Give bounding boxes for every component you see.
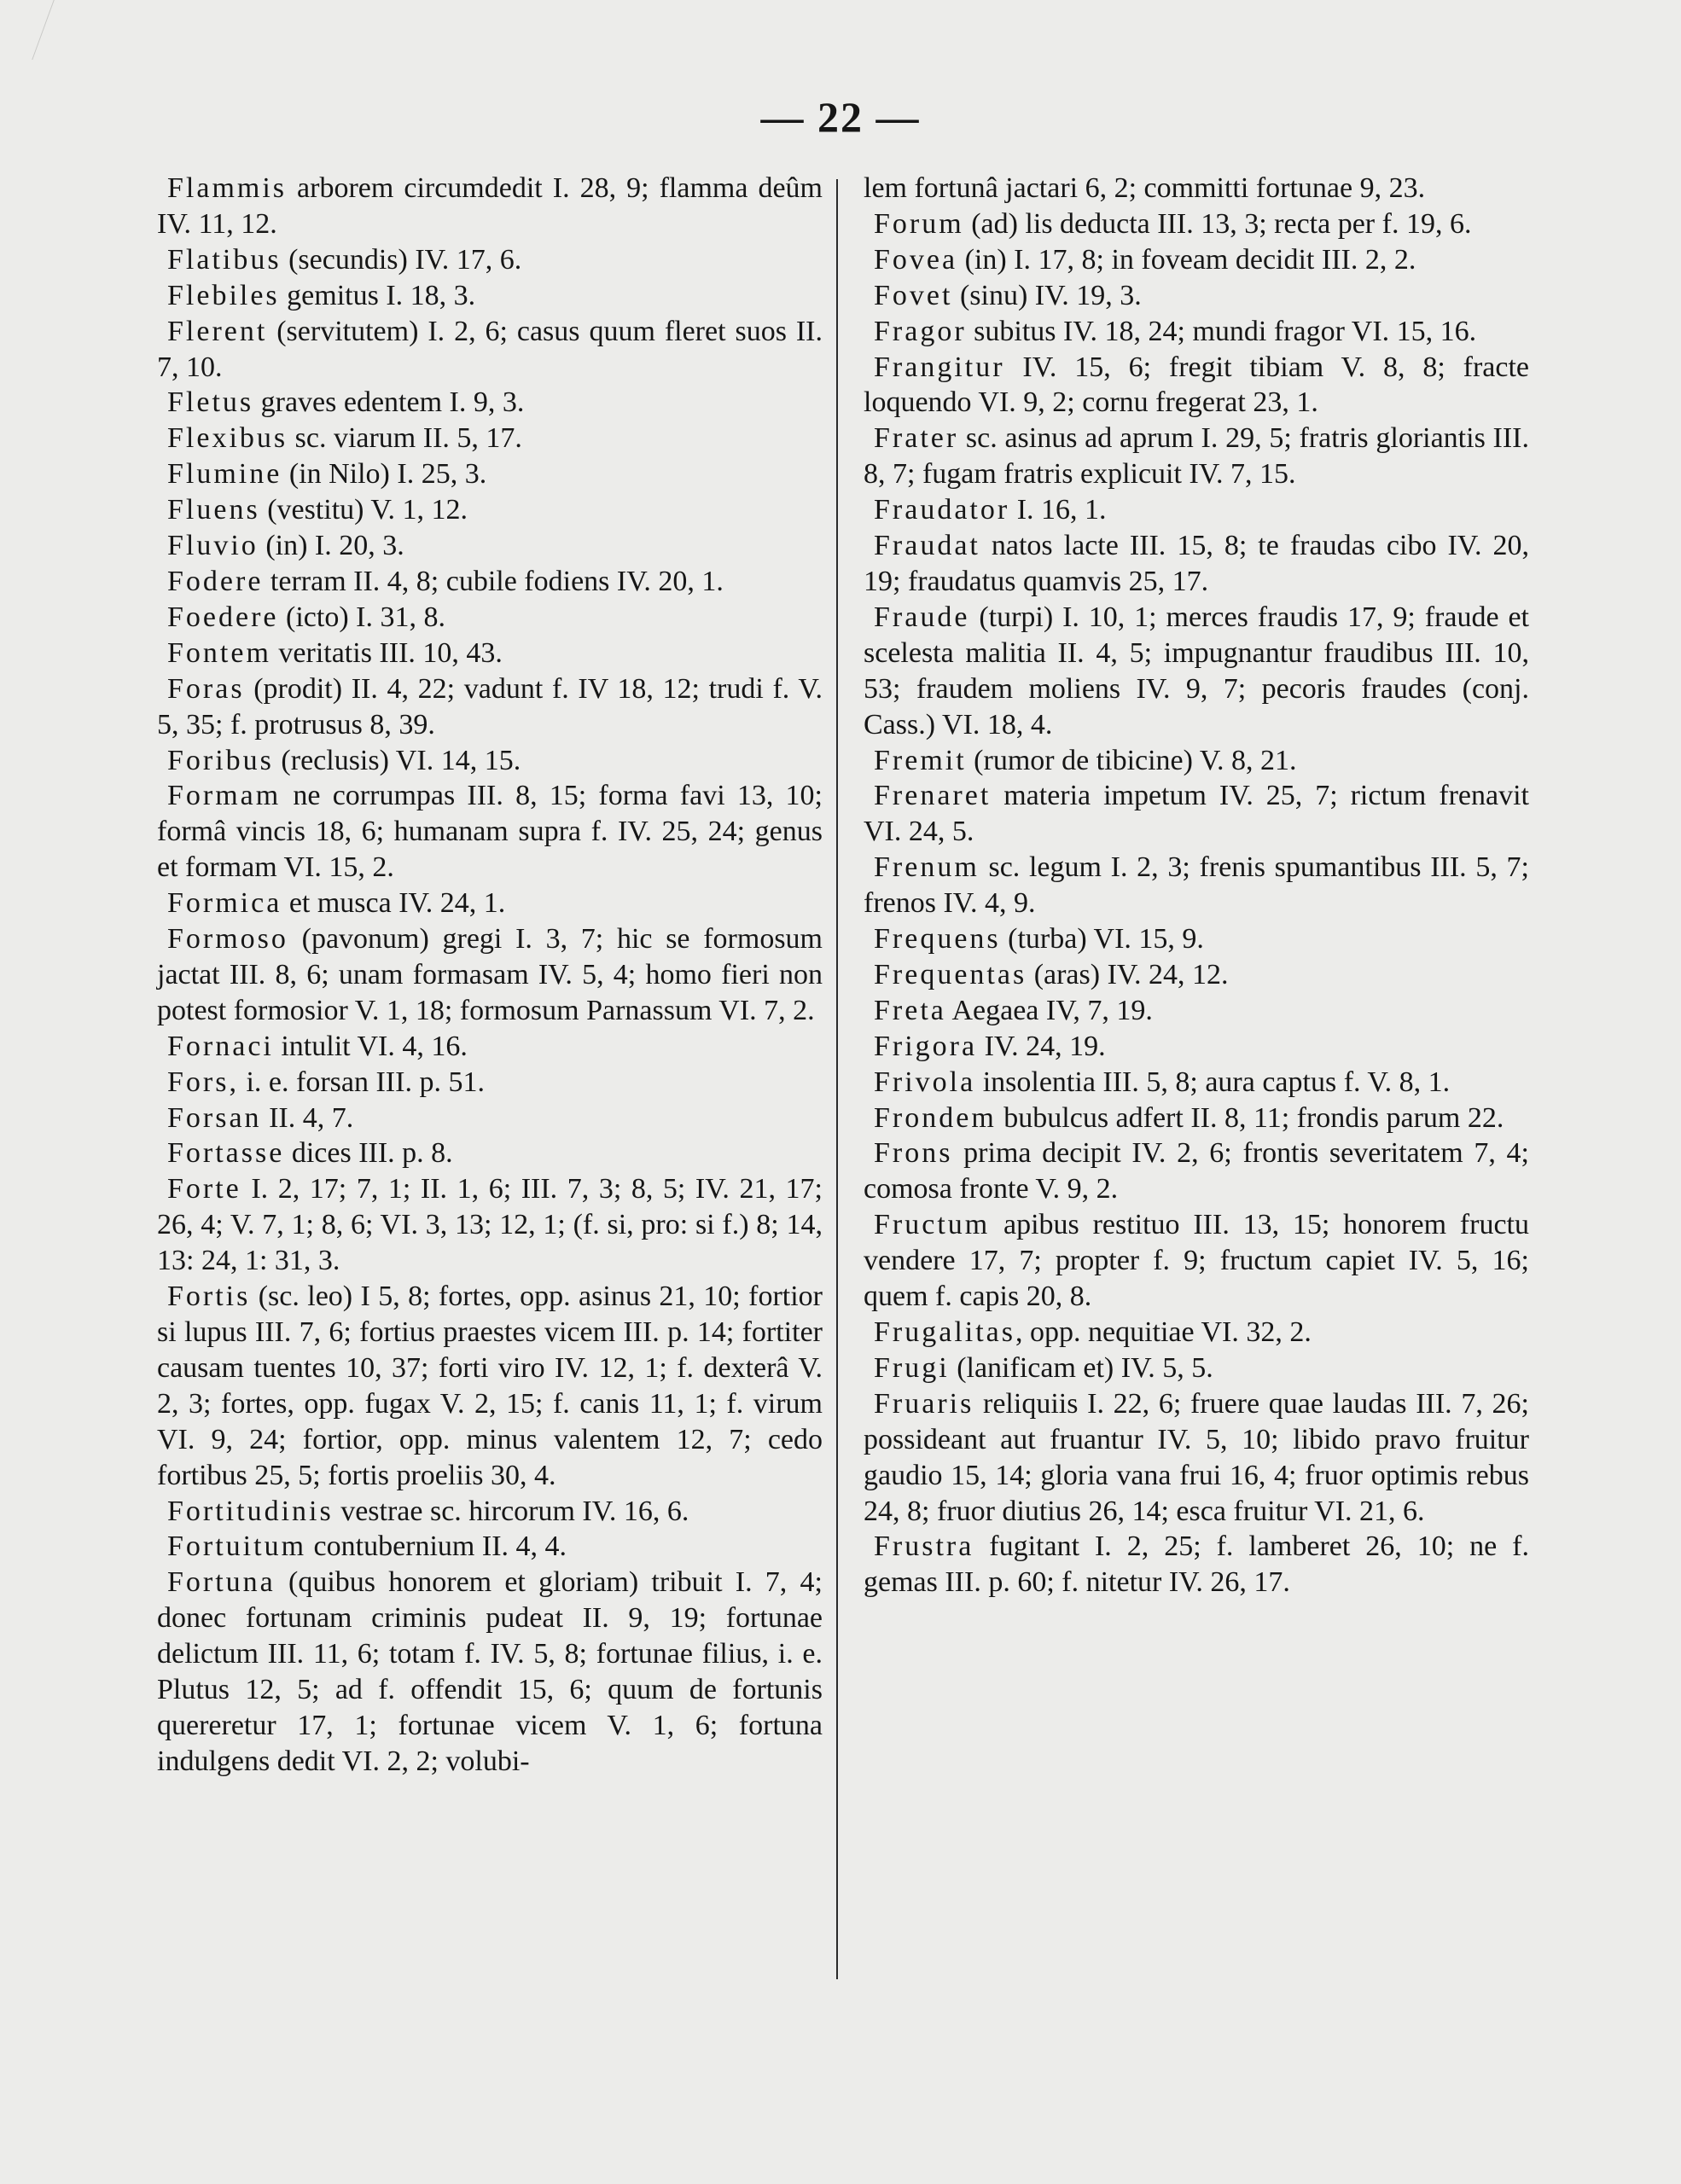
index-entry — [157, 671, 823, 743]
continued-entry: lem fortunâ jactari 6, 2; committi fortunae 9, 23. — [864, 172, 1426, 204]
left-column — [157, 171, 823, 1780]
entry-headword: Fluvio — [167, 530, 259, 562]
index-entry — [157, 492, 823, 528]
entry-headword: Fortuna — [167, 1566, 276, 1599]
index-entry — [864, 421, 1529, 492]
index-entry — [157, 921, 823, 1029]
entry-headword: Forum — [874, 207, 964, 240]
entry-headword: Foedere — [167, 601, 279, 633]
entry-headword: Flexibus — [167, 422, 288, 455]
entry-headword: Fortitudinis — [167, 1495, 334, 1527]
entry-headword: Flammis — [167, 172, 288, 204]
entry-text: (in Nilo) I. 25, 3. — [282, 458, 487, 491]
index-entry — [864, 743, 1529, 779]
entry-text: (lanificam et) IV. 5, 5. — [949, 1351, 1213, 1384]
entry-headword: Flebiles — [167, 279, 280, 311]
index-entry — [864, 1529, 1529, 1600]
entry-text: Aegaea IV, 7, 19. — [945, 994, 1153, 1026]
entry-text: fugitant I. 2, 25; f. lamberet 26, 10; ne f. gemas III. p. 60; f. nitetur IV. 26, 17. — [864, 1531, 1529, 1599]
entry-headword: Frenum — [874, 851, 980, 884]
entry-text: sc. viarum II. 5, 17. — [288, 422, 522, 455]
entry-headword: Fortis — [167, 1281, 251, 1313]
entry-text: prima decipit IV. 2, 6; frontis severitatem 7, 4; comosa fronte V. 9, 2. — [864, 1137, 1529, 1205]
entry-headword: Flumine — [167, 458, 282, 491]
index-entry — [864, 1136, 1529, 1207]
index-entry — [864, 1315, 1529, 1350]
index-entry — [157, 1529, 823, 1565]
entry-text: (icto) I. 31, 8. — [278, 601, 445, 633]
index-entry — [864, 1101, 1529, 1136]
index-entry — [157, 314, 823, 386]
entry-headword: Frequens — [874, 923, 1001, 956]
index-entry — [157, 564, 823, 600]
index-entry — [157, 1136, 823, 1171]
index-entry — [864, 278, 1529, 314]
entry-text: vestrae sc. hircorum IV. 16, 6. — [333, 1495, 689, 1527]
entry-headword: Fovea — [874, 243, 958, 276]
index-entry — [864, 778, 1529, 850]
entry-text: (pavonum) gregi I. 3, 7; hic se formosum jactat III. 8, 6; unam formasam IV. 5, 4; homo fieri non potest formosior V. 1, 18; formosum Parnassum VI. 7, 2. — [157, 923, 823, 1026]
index-entry — [157, 171, 823, 242]
index-entry — [864, 492, 1529, 528]
index-entry — [157, 886, 823, 921]
index-entry — [864, 850, 1529, 921]
entry-text: ne corrumpas III. 8, 15; forma favi 13, 10; formâ vincis 18, 6; humanam supra f. IV. 25, 24; genus et formam VI. 15, 2. — [157, 780, 823, 884]
index-entry — [157, 1494, 823, 1530]
entry-text: (ad) lis deducta III. 13, 3; recta per f. 19, 6. — [963, 207, 1472, 240]
entry-text: terram II. 4, 8; cubile fodiens IV. 20, 1. — [263, 565, 724, 597]
entry-text: insolentia III. 5, 8; aura captus f. V. 8, 1. — [975, 1066, 1451, 1098]
entry-headword: Flerent — [167, 315, 268, 347]
entry-headword: Formoso — [167, 923, 288, 956]
entry-headword: Fors, — [167, 1066, 239, 1098]
entry-headword: Forte — [167, 1173, 241, 1205]
entry-headword: Foras — [167, 672, 245, 705]
column-divider — [836, 179, 838, 1979]
index-entry — [157, 778, 823, 886]
index-entry — [157, 743, 823, 779]
entry-headword: Frangitur — [874, 351, 1005, 383]
entry-text: (rumor de tibicine) V. 8, 21. — [966, 744, 1297, 776]
entry-headword: Frons — [874, 1137, 953, 1170]
entry-headword: Frugi — [874, 1351, 950, 1384]
entry-headword: Fortuitum — [167, 1531, 307, 1563]
entry-text: (turba) VI. 15, 9. — [1000, 923, 1204, 956]
entry-headword: Fletus — [167, 386, 254, 419]
index-entry — [157, 528, 823, 564]
index-entry — [864, 528, 1529, 600]
index-entry — [157, 1171, 823, 1279]
index-entry — [157, 636, 823, 671]
entry-text: apibus restituo III. 13, 15; honorem fructu vendere 17, 7; propter f. 9; fructum capiet IV. 5, 16; quem f. capis 20, 8. — [864, 1209, 1529, 1313]
index-entry — [864, 993, 1529, 1029]
entry-headword: Fortasse — [167, 1137, 285, 1170]
entry-text: arborem circumdedit I. 28, 9; flamma deûm IV. 11, 12. — [157, 172, 823, 240]
entry-text: (prodit) II. 4, 22; vadunt f. IV 18, 12; trudi f. V. 5, 35; f. protrusus 8, 39. — [157, 672, 823, 741]
entry-text: (aras) IV. 24, 12. — [1027, 958, 1229, 990]
index-entry — [157, 385, 823, 421]
index-entry — [157, 600, 823, 636]
entry-text: contubernium II. 4, 4. — [306, 1531, 567, 1563]
entry-text: veritatis III. 10, 43. — [270, 636, 503, 669]
index-entry — [157, 278, 823, 314]
entry-headword: Frequentas — [874, 958, 1027, 990]
entry-text: intulit VI. 4, 16. — [273, 1030, 468, 1062]
entry-text: (servitutem) I. 2, 6; casus quum fleret suos II. 7, 10. — [157, 315, 823, 383]
entry-text: II. 4, 7. — [261, 1101, 354, 1134]
entry-headword: Flatibus — [167, 243, 282, 276]
entry-text: I. 16, 1. — [1009, 494, 1107, 526]
index-entry — [157, 1101, 823, 1136]
index-entry — [864, 1029, 1529, 1065]
entry-headword: Forsan — [167, 1101, 262, 1134]
index-entry — [864, 921, 1529, 957]
entry-text: natos lacte III. 15, 8; te fraudas cibo IV. 20, 19; fraudatus quamvis 25, 17. — [864, 530, 1529, 597]
page-number: — 22 — — [760, 93, 921, 141]
index-entry — [157, 242, 823, 278]
entry-text: graves edentem I. 9, 3. — [253, 386, 525, 419]
entry-text: sc. asinus ad aprum I. 29, 5; fratris gloriantis III. 8, 7; fugam fratris explicuit IV. 7, 15. — [864, 422, 1529, 491]
entry-headword: Fraudat — [874, 530, 980, 562]
index-entry — [864, 1207, 1529, 1315]
index-entry — [157, 1565, 823, 1779]
index-entry — [157, 421, 823, 456]
index-entry — [864, 314, 1529, 350]
entry-headword: Frivola — [874, 1066, 976, 1098]
entry-text: IV. 24, 19. — [977, 1030, 1106, 1062]
entry-text: (vestitu) V. 1, 12. — [259, 494, 468, 526]
entry-text: (in) I. 17, 8; in foveam decidit III. 2, 2. — [957, 243, 1416, 276]
entry-headword: Foribus — [167, 744, 274, 776]
index-entry — [157, 456, 823, 492]
entry-text: materia impetum IV. 25, 7; rictum frenavit VI. 24, 5. — [864, 780, 1529, 848]
index-entry — [864, 350, 1529, 421]
entry-headword: Fremit — [874, 744, 967, 776]
entry-headword: Formica — [167, 887, 282, 920]
entry-text: et musca IV. 24, 1. — [282, 887, 506, 920]
entry-headword: Fruaris — [874, 1387, 974, 1420]
entry-headword: Frenaret — [874, 780, 992, 812]
entry-headword: Freta — [874, 994, 946, 1026]
index-entry — [864, 1386, 1529, 1530]
index-entry — [864, 600, 1529, 743]
entry-text: i. e. forsan III. p. 51. — [238, 1066, 485, 1098]
entry-text: , opp. nequitiae VI. 32, 2. — [1015, 1316, 1312, 1348]
entry-text: (in) I. 20, 3. — [258, 530, 404, 562]
entry-text: bubulcus adfert II. 8, 11; frondis parum 22. — [996, 1101, 1504, 1134]
entry-headword: Fraudator — [874, 494, 1010, 526]
entry-text: subitus IV. 18, 24; mundi fragor VI. 15, 16. — [966, 315, 1477, 347]
entry-headword: Fontem — [167, 636, 271, 669]
entry-text: (sinu) IV. 19, 3. — [952, 279, 1142, 311]
entry-headword: Fragor — [874, 315, 967, 347]
entry-text: IV. 15, 6; fregit tibiam V. 8, 8; fracte loquendo VI. 9, 2; cornu fregerat 23, 1. — [864, 351, 1529, 419]
entry-text: (sc. leo) I 5, 8; fortes, opp. asinus 21, 10; fortior si lupus III. 7, 6; fortius praestes vicem III. p. 14; fortiter causam tuentes 10, 37; forti viro IV. 12, 1; f. dexterâ V. 2, 3; fortes, opp. fugax V. 2, 15; f. canis 11, 1; f. virum VI. 9, 24; fortior, opp. minus valentem 12, 7; cedo fortibus 25, 5; fortis proeliis 30, 4. — [157, 1281, 823, 1491]
index-entry — [157, 1279, 823, 1493]
entry-text: I. 2, 17; 7, 1; II. 1, 6; III. 7, 3; 8, 5; IV. 21, 17; 26, 4; V. 7, 1; 8, 6; VI. 3, 13; 12, 1; (f. si, pro: si f.) 8; 14, 13: 24, 1: 31, 3. — [157, 1173, 823, 1277]
entry-headword: Fornaci — [167, 1030, 274, 1062]
entry-headword: Fovet — [874, 279, 953, 311]
entry-text: reliquiis I. 22, 6; fruere quae laudas III. 7, 26; possideant aut fruantur IV. 5, 10; libido pravo fruitur gaudio 15, 14; gloria vana frui 16, 4; fruor optimis rebus 24, 8; fruor diutius 26, 14; esca fruitur VI. 21, 6. — [864, 1387, 1529, 1527]
entry-text: (quibus honorem et gloriam) tribuit I. 7, 4; donec fortunam criminis pudeat II. 9, 19; fortunae delictum III. 11, 6; totam f. IV. 5, 8; fortunae filius, i. e. Plutus 12, 5; ad f. offendit 15, 6; quum de fortunis quereretur 17, 1; fortunae vicem V. 1, 6; fortuna indulgens dedit VI. 2, 2; volubi- — [157, 1566, 823, 1777]
index-entry — [864, 1350, 1529, 1386]
entry-headword: Frater — [874, 422, 959, 455]
entry-headword: Fraude — [874, 601, 970, 633]
entry-headword: Fructum — [874, 1209, 991, 1241]
entry-headword: Fluens — [167, 494, 260, 526]
index-entry — [157, 1029, 823, 1065]
entry-text: (secundis) IV. 17, 6. — [281, 243, 522, 276]
entry-headword: Frugalitas — [874, 1316, 1015, 1348]
right-column — [864, 171, 1529, 1600]
index-entry — [864, 1065, 1529, 1101]
entry-text: gemitus I. 18, 3. — [279, 279, 476, 311]
index-entry — [864, 206, 1529, 242]
entry-text: sc. legum I. 2, 3; frenis spumantibus III. 5, 7; frenos IV. 4, 9. — [864, 851, 1529, 920]
index-entry — [157, 1065, 823, 1101]
page-corner-mark — [0, 0, 55, 60]
entry-text: dices III. p. 8. — [284, 1137, 453, 1170]
entry-text: (reclusis) VI. 14, 15. — [273, 744, 521, 776]
entry-headword: Frondem — [874, 1101, 997, 1134]
entry-headword: Frustra — [874, 1531, 974, 1563]
index-entry — [864, 957, 1529, 993]
entry-headword: Formam — [167, 780, 282, 812]
index-entry — [864, 242, 1529, 278]
entry-headword: Fodere — [167, 565, 264, 597]
entry-headword: Frigora — [874, 1030, 978, 1062]
entry-text: (turpi) I. 10, 1; merces fraudis 17, 9; fraude et scelesta malitia II. 4, 5; impugnantur fraudibus III. 10, 53; fraudem moliens IV. 9, 7; pecoris fraudes (conj. Cass.) VI. 18, 4. — [864, 601, 1529, 741]
